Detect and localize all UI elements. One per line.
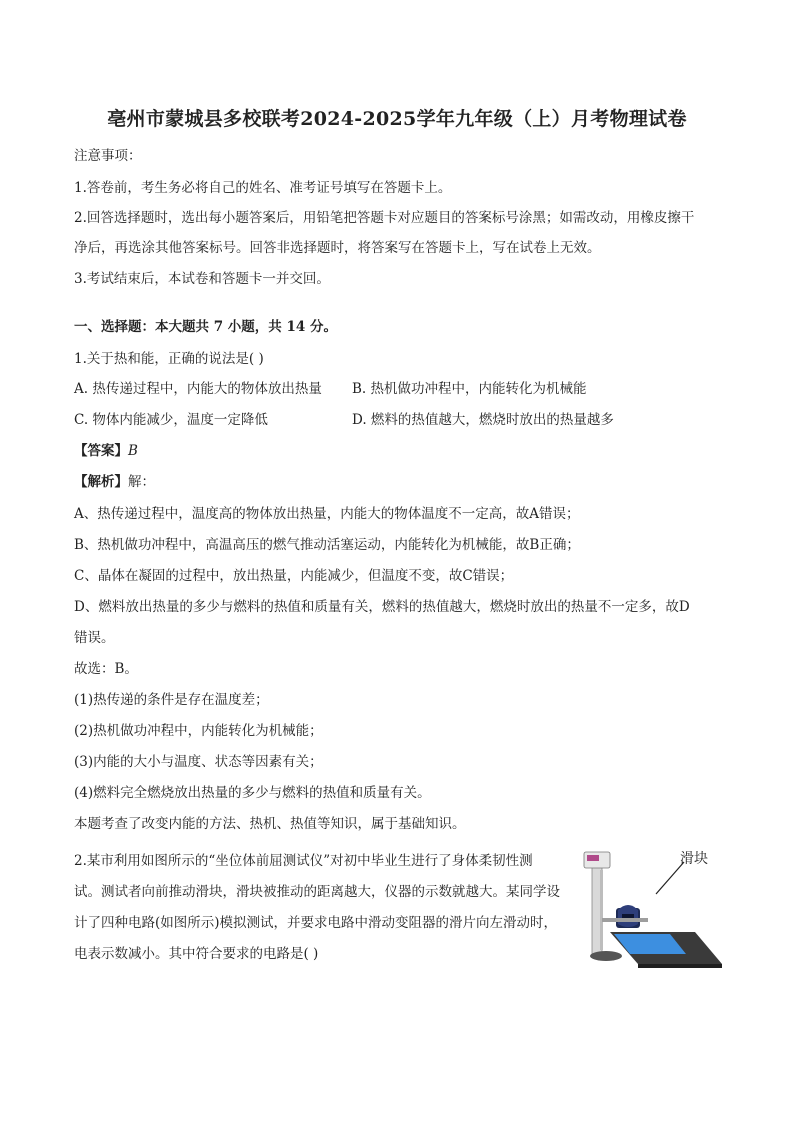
q1-analysis-line: (4)燃料完全燃烧放出热量的多少与燃料的热值和质量有关。 xyxy=(74,785,431,801)
q1-answer xyxy=(74,441,138,461)
q1-analysis-line: (1)热传递的条件是存在温度差； xyxy=(74,692,269,708)
analysis-tag: 【解析】 xyxy=(74,474,128,490)
q2-line: 计了四种电路(如图所示)模拟测试，并要求电路中滑动变阻器的滑片向左滑动时， xyxy=(74,915,558,931)
q1-analysis-heading xyxy=(74,472,155,492)
q1-option-a: A. 热传递过程中，内能大的物体放出热量 xyxy=(74,381,322,397)
notice-item-1: 1.答卷前，考生务必将自己的姓名、准考证号填写在答题卡上。 xyxy=(74,180,452,196)
q1-analysis-line: D、燃料放出热量的多少与燃料的热值和质量有关，燃料的热值越大，燃烧时放出的热量不一定多，故D xyxy=(74,599,690,615)
section-heading: 一、选择题：本大题共 7 小题，共 14 分。 xyxy=(74,319,337,335)
q1-analysis-line: C、晶体在凝固的过程中，放出热量，内能减少，但温度不变，故C错误； xyxy=(74,568,514,584)
q1-stem: 1.关于热和能，正确的说法是( ) xyxy=(74,351,264,367)
notice-heading: 注意事项： xyxy=(74,148,142,164)
q1-option-b: B. 热机做功冲程中，内能转化为机械能 xyxy=(352,381,587,397)
q1-option-c: C. 物体内能减少，温度一定降低 xyxy=(74,412,268,428)
exam-title: 亳州市蒙城县多校联考2024-2025学年九年级（上）月考物理试卷 xyxy=(107,108,687,130)
analysis-suffix: 解： xyxy=(128,474,155,490)
q1-analysis-line: 错误。 xyxy=(74,630,115,646)
q1-analysis-line: 故选：B。 xyxy=(74,661,138,677)
q2-stem xyxy=(74,846,579,970)
q1-analysis-line: B、热机做功冲程中，高温高压的燃气推动活塞运动，内能转化为机械能，故B正确； xyxy=(74,537,580,553)
q2-line: 试。测试者向前推动滑块，滑块被推动的距离越大，仪器的示数就越大。某同学设 xyxy=(74,884,560,900)
sit-and-reach-figure xyxy=(580,846,730,976)
q1-analysis-line: A、热传递过程中，温度高的物体放出热量，内能大的物体温度不一定高，故A错误； xyxy=(74,506,580,522)
notice-item-3: 3.考试结束后，本试卷和答题卡一并交回。 xyxy=(74,271,330,287)
notice-item-2: 2.回答选择题时，选出每小题答案后，用铅笔把答题卡对应题目的答案标号涂黑；如需改动，用橡皮擦干 xyxy=(74,210,695,226)
notice-item-2-cont: 净后，再选涂其他答案标号。回答非选择题时，将答案写在答题卡上，写在试卷上无效。 xyxy=(74,240,601,256)
q2-line: 电表示数减小。其中符合要求的电路是( ) xyxy=(74,946,319,962)
q1-analysis-line: 本题考查了改变内能的方法、热机、热值等知识，属于基础知识。 xyxy=(74,816,466,832)
q1-analysis-line: (3)内能的大小与温度、状态等因素有关； xyxy=(74,754,323,770)
slider-label: 滑块 xyxy=(680,851,708,867)
q1-option-d: D. 燃料的热值越大，燃烧时放出的热量越多 xyxy=(352,412,614,428)
q2-line: 2.某市利用如图所示的“坐位体前屈测试仪”对初中毕业生进行了身体柔韧性测 xyxy=(74,853,533,869)
answer-tag: 【答案】 xyxy=(74,443,128,459)
answer-value: B xyxy=(128,443,138,459)
q1-analysis-line: (2)热机做功冲程中，内能转化为机械能； xyxy=(74,723,323,739)
